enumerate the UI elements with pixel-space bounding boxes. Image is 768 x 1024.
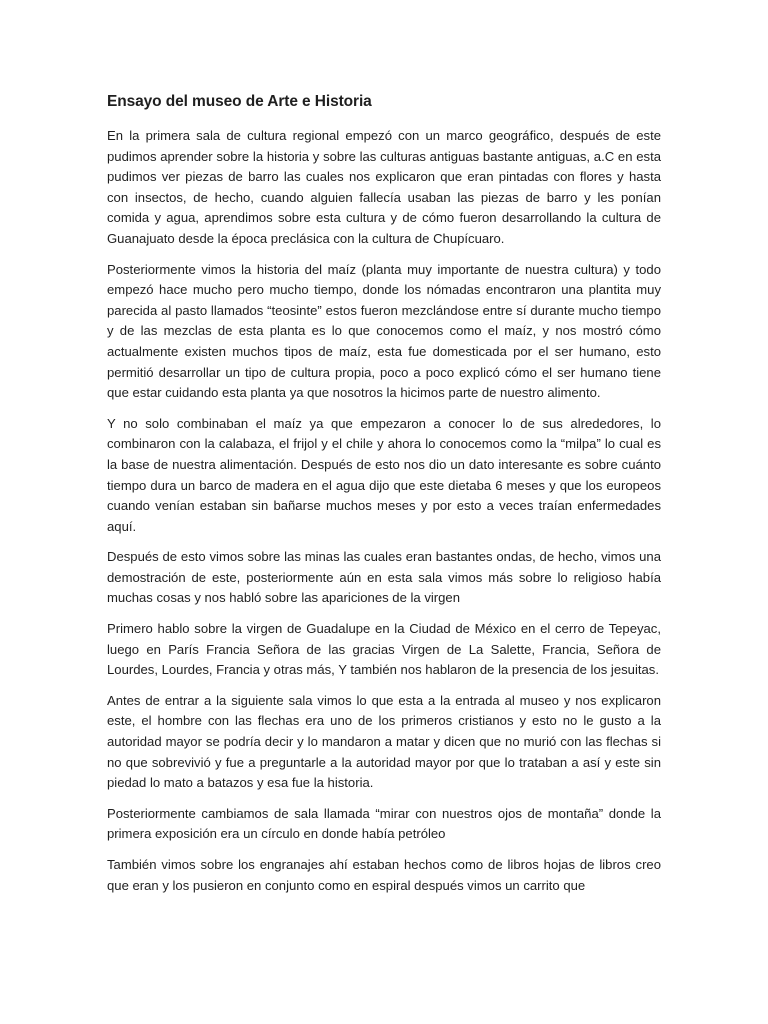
paragraph-5: Primero hablo sobre la virgen de Guadalupe en la Ciudad de México en el cerro de Tepeyac, luego en París Francia Señora de las gracias Virgen de La Salette, Francia, Señora de Lourdes, Lourdes, Francia y otras más, Y también nos hablaron de la presencia de los jesuitas. (107, 621, 661, 678)
paragraph-1: En la primera sala de cultura regional empezó con un marco geográfico, después de este pudimos aprender sobre la historia y sobre las culturas antiguas bastante antiguas, a.C en esta pudimos ver piezas de barro las cuales nos explicaron que eran pintadas con flores y hasta con insectos, de hecho, cuando alguien fallecía usaban las piezas de barro y les ponían comida y agua, aprendimos sobre esta cultura y de cómo fueron desarrollando la cultura de Guanajuato desde la época preclásica con la cultura de Chupícuaro. (107, 128, 661, 246)
paragraph-4: Después de esto vimos sobre las minas las cuales eran bastantes ondas, de hecho, vimos una demostración de este, posteriormente aún en esta sala vimos más sobre lo religioso había muchas cosas y nos habló sobre las apariciones de la virgen (107, 549, 661, 606)
paragraph-6: Antes de entrar a la siguiente sala vimos lo que esta a la entrada al museo y nos explicaron este, el hombre con las flechas era uno de los primeros cristianos y esto no le gusto a la autoridad mayor se podría decir y lo mandaron a matar y dicen que no murió con las flechas si no que sobrevivió y fue a preguntarle a la autoridad mayor por que lo trataban a así y este sin piedad lo mato a batazos y esa fue la historia. (107, 692, 661, 791)
paragraph-3: Y no solo combinaban el maíz ya que empezaron a conocer lo de sus alrededores, lo combinaron con la calabaza, el frijol y el chile y ahora lo conocemos como la “milpa” lo cual es la base de nuestra alimentación. Después de esto nos dio un dato interesante es sobre cuánto tiempo dura un barco de madera en el agua dijo que este dietaba 6 meses y que los europeos cuando venían estaban sin bañarse muchos meses y por esto a veces traían enfermedades aquí. (107, 415, 661, 534)
document-title: Ensayo del museo de Arte e Historia (107, 93, 372, 110)
paragraph-8: También vimos sobre los engranajes ahí estaban hechos como de libros hojas de libros creo que eran y los pusieron en conjunto como en espiral después vimos un carrito que (107, 857, 661, 893)
paragraph-2: Posteriormente vimos la historia del maíz (planta muy importante de nuestra cultura) y todo empezó hace mucho pero mucho tiempo, donde los nómadas encontraron una plantita muy parecida al pasto llamados “teosinte” estos fueron mezclándose entre sí durante mucho tiempo y de las mezclas de esta planta es lo que conocemos como el maíz, y nos mostró cómo actualmente existen muchos tipos de maíz, esta fue domesticada por el ser humano, esto permitió desarrollar un tipo de cultura propia, poco a poco explicó cómo el ser humano tiene que estar cuidando esta planta ya que nosotros la hicimos parte de nuestro alimento. (107, 261, 661, 401)
paragraph-7: Posteriormente cambiamos de sala llamada “mirar con nuestros ojos de montaña” donde la primera exposición era un círculo en donde había petróleo (107, 805, 661, 842)
